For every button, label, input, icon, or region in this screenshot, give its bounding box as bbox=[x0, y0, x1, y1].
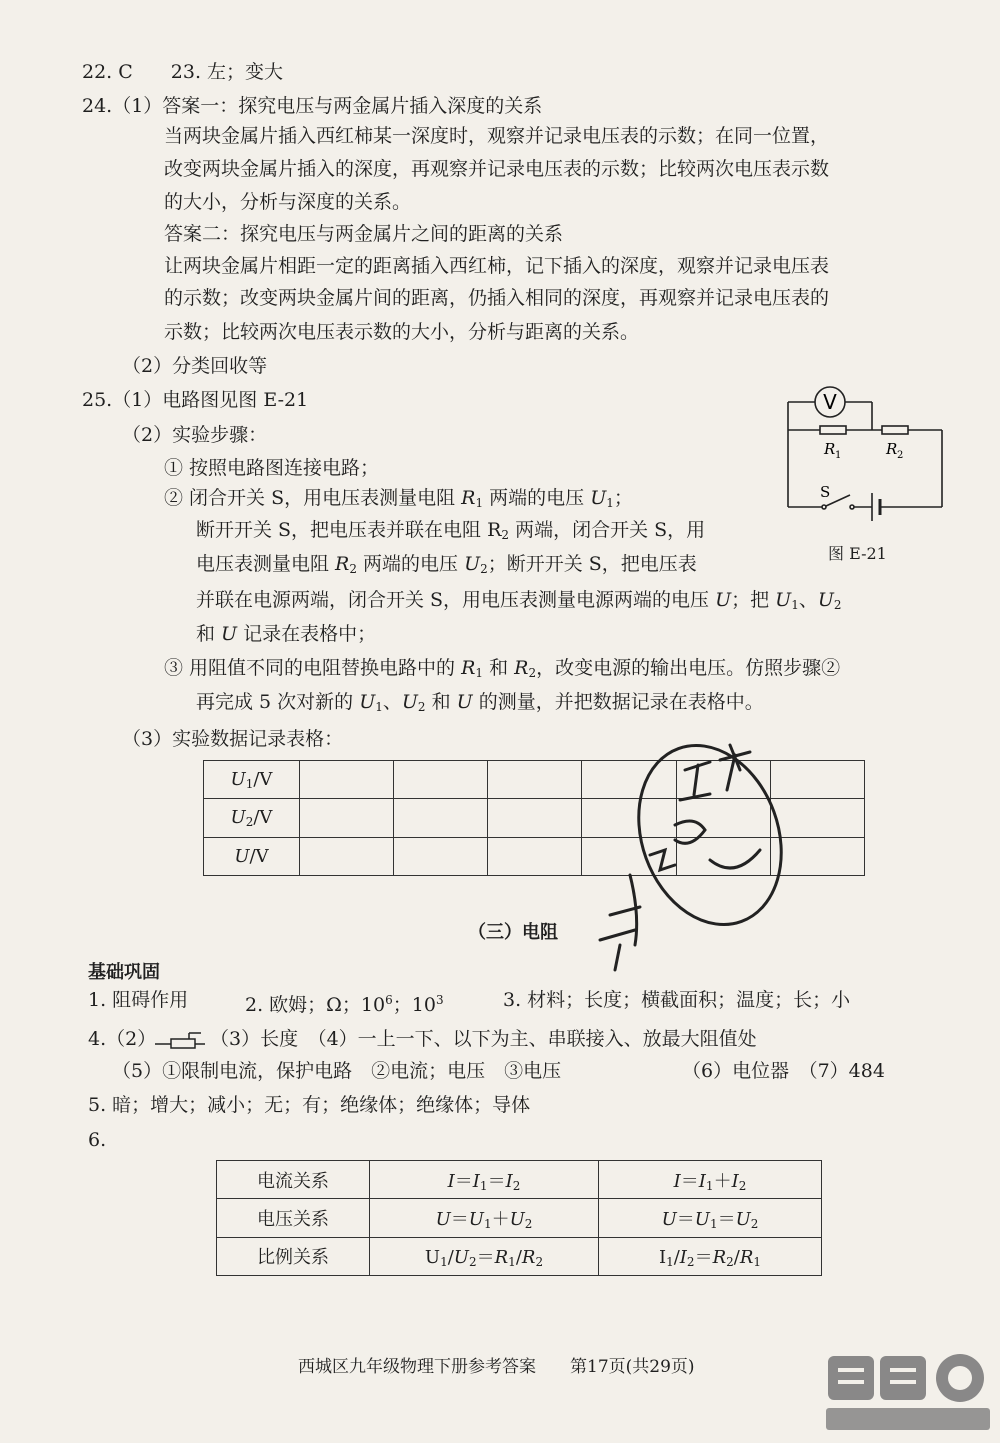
basic-answer-3: 3. 材料；长度；横截面积；温度；长；小 bbox=[503, 989, 851, 1011]
basic-answer-4-5: （5）①限制电流，保护电路 ②电流；电压 ③电压 bbox=[112, 1060, 562, 1082]
answer-24-text: 让两块金属片相距一定的距离插入西红柿，记下插入的深度，观察并记录电压表 bbox=[164, 255, 830, 277]
answer-24-title: 24.（1）答案一：探究电压与两金属片插入深度的关系 bbox=[82, 95, 543, 117]
basic-answer-4-rest: （3）长度 （4）一上一下、以下为主、串联接入、放最大阻值处 bbox=[210, 1028, 757, 1050]
rheostat-symbol-icon bbox=[153, 1030, 209, 1052]
answer-24-part2: （2）分类回收等 bbox=[122, 355, 268, 377]
answer-25-title: 25.（1）电路图见图 E-21 bbox=[82, 389, 309, 411]
answer-24-text: 答案二：探究电压与两金属片之间的距离的关系 bbox=[164, 223, 564, 245]
answer-24-text: 的示数；改变两块金属片间的距离，仍插入相同的深度，再观察并记录电压表的 bbox=[164, 287, 830, 309]
basic-consolidation-heading: 基础巩固 bbox=[88, 962, 160, 983]
series-parallel-table bbox=[216, 1160, 822, 1276]
answer-25-step2: ② 闭合开关 S，用电压表测量电阻 $R_1$ 两端的电压 $U_1$； bbox=[164, 487, 633, 510]
answer-25-steps-label: （2）实验步骤： bbox=[122, 424, 268, 446]
page-footer: 西城区九年级物理下册参考答案 第17页(共29页) bbox=[298, 1357, 695, 1377]
answer-25-step3: 再完成 5 次对新的 $U_1$、$U_2$ 和 U 的测量，并把数据记录在表格中。 bbox=[196, 691, 764, 714]
answer-24-text: 的大小，分析与深度的关系。 bbox=[164, 191, 412, 213]
handwritten-stamp-watermark bbox=[590, 715, 820, 985]
cell-series-current: $I=I_1=I_2$ bbox=[370, 1161, 599, 1199]
section-title: （三）电阻 bbox=[468, 922, 558, 943]
basic-answer-4: 4.（2） bbox=[88, 1028, 157, 1050]
basic-answer-5: 5. 暗；增大；减小；无；有；绝缘体；绝缘体；导体 bbox=[88, 1094, 531, 1116]
answer-24-text: 当两块金属片插入西红柿某一深度时，观察并记录电压表的示数；在同一位置， bbox=[164, 125, 830, 147]
r1-label: R bbox=[824, 440, 836, 458]
answer-25-step1: ① 按照电路图连接电路； bbox=[164, 457, 380, 479]
basic-answer-2: 2. 欧姆；Ω；$10^6$；$10^3$ bbox=[245, 993, 444, 1016]
cell-series-ratio: $U_1/U_2=R_1/R_2$ bbox=[370, 1237, 599, 1275]
basic-answer-6: 6. bbox=[88, 1129, 107, 1151]
cell-series-voltage: $U=U_1+U_2$ bbox=[370, 1199, 599, 1237]
row-current-label: 电流关系 bbox=[217, 1161, 370, 1199]
figure-caption: 图 E-21 bbox=[828, 544, 887, 563]
switch-label: S bbox=[820, 483, 831, 501]
r2-subscript: 2 bbox=[897, 450, 904, 461]
answer-25-step2: 断开开关 S，把电压表并联在电阻 $R_2$ 两端，闭合开关 S，用 bbox=[196, 519, 706, 542]
basic-answer-4-6-7: （6）电位器 （7）484 bbox=[682, 1060, 885, 1082]
answer-24-text: 改变两块金属片插入的深度，再观察并记录电压表的示数；比较两次电压表示数 bbox=[164, 158, 830, 180]
r1-subscript: 1 bbox=[835, 450, 842, 461]
voltmeter-label: V bbox=[823, 390, 837, 414]
answer-22-23: 22. C 23. 左；变大 bbox=[82, 61, 284, 83]
cell-parallel-voltage: $U=U_1=U_2$ bbox=[599, 1199, 822, 1237]
corner-logo-watermark bbox=[820, 1350, 995, 1435]
answer-25-step3: ③ 用阻值不同的电阻替换电路中的 $R_1$ 和 $R_2$，改变电源的输出电压。仿照步骤② bbox=[164, 657, 841, 680]
answer-25-step2: 电压表测量电阻 $R_2$ 两端的电压 $U_2$；断开开关 S，把电压表 bbox=[196, 553, 697, 576]
answer-25-part3: （3）实验数据记录表格： bbox=[122, 728, 344, 750]
answer-25-step2: 并联在电源两端，闭合开关 S，用电压表测量电源两端的电压 U；把 $U_1$、$U_2$ bbox=[196, 589, 842, 612]
row-label-u2: $U_2/V$ bbox=[204, 799, 300, 837]
basic-answer-1: 1. 阻碍作用 bbox=[88, 989, 189, 1011]
answer-24-text: 示数；比较两次电压表示数的大小，分析与距离的关系。 bbox=[164, 321, 640, 343]
circuit-diagram-e21 bbox=[780, 385, 955, 525]
cell-parallel-current: $I=I_1+I_2$ bbox=[599, 1161, 822, 1199]
row-ratio-label: 比例关系 bbox=[217, 1237, 370, 1275]
row-label-u1: $U_1/V$ bbox=[204, 761, 300, 799]
answer-25-step2: 和 U 记录在表格中； bbox=[196, 623, 377, 645]
cell-parallel-ratio: $I_1/I_2=R_2/R_1$ bbox=[599, 1237, 822, 1275]
row-voltage-label: 电压关系 bbox=[217, 1199, 370, 1237]
row-label-u: U/V bbox=[204, 837, 300, 875]
r2-label: R bbox=[886, 440, 898, 458]
